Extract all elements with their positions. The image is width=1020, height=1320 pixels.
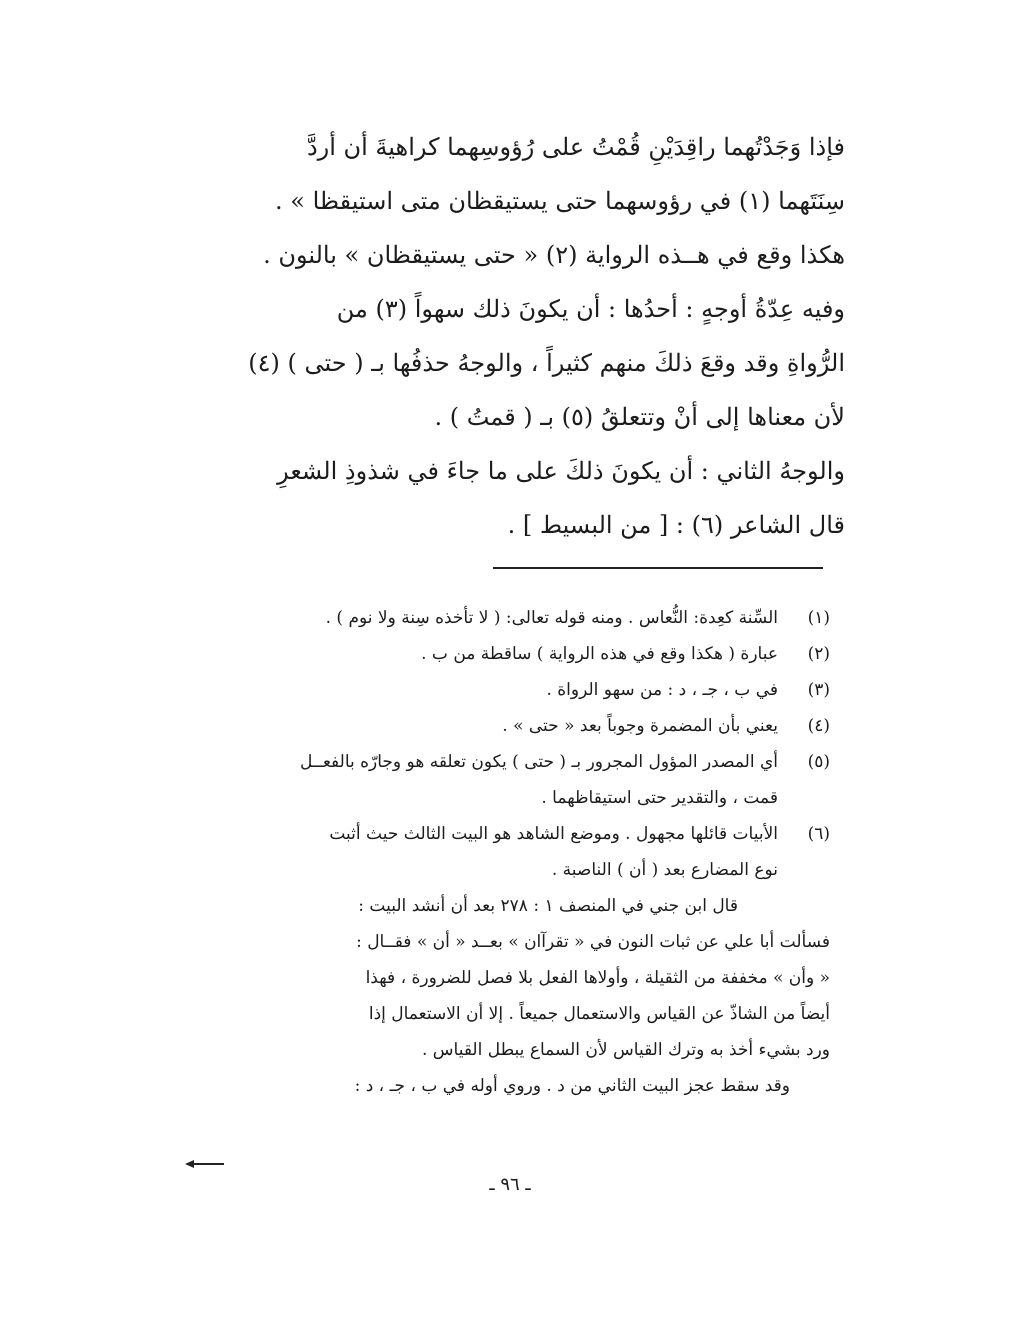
footnote-line: أي المصدر المؤول المجرور بـ ( حتى ) يكون تعلقه هو وجارّه بالفعــل	[300, 752, 778, 772]
quote-last-line: وقد سقط عجز البيت الثاني من د . وروي أوله في ب ، جـ ، د :	[354, 1076, 790, 1096]
main-line: سِنَتَهما (١) في رؤوسهما حتى يستيقظان متى استيقظا » .	[275, 187, 845, 215]
footnote-body	[180, 636, 778, 672]
footnotes	[180, 600, 830, 1104]
footnote-body	[180, 600, 778, 636]
footnote-line: السِّنة كعِدة: النُّعاس . ومنه قوله تعالى: ( لا تأخذه سِنة ولا نوم ) .	[325, 608, 778, 628]
quote-line: « وأن » مخففة من الثقيلة ، وأولاها الفعل بلا فصل للضرورة ، فهذا	[365, 968, 830, 988]
quote-intro: قال ابن جني في المنصف ١ : ٢٧٨ بعد أن أنشد البيت :	[358, 896, 738, 916]
main-line: والوجهُ الثاني : أن يكونَ ذلكَ على ما جاءَ في شذوذِ الشعرِ	[277, 457, 845, 485]
footnote-body	[180, 708, 778, 744]
footnote-body	[180, 672, 778, 708]
footnote	[180, 636, 830, 672]
main-line: لأن معناها إلى أنْ وتتعلقُ (٥) بـ ( قمتُ ) .	[434, 403, 845, 431]
main-line: فإذا وَجَدْتُهما راقِدَيْنِ قُمْتُ على رُؤوسِهما كراهيةَ أن أردَّ	[306, 133, 845, 161]
footnote-quote	[180, 888, 778, 924]
main-line: الرُّواةِ وقد وقعَ ذلكَ منهم كثيراً ، والوجهُ حذفُها بـ ( حتى ) (٤)	[248, 349, 845, 377]
footnote-number: (٥)	[807, 752, 830, 772]
footnote-body	[180, 816, 778, 888]
footnote-line: عبارة ( هكذا وقع في هذه الرواية ) ساقطة من ب .	[421, 644, 778, 664]
main-line: وفيه عِدّةُ أوجهٍ : أحدُها : أن يكونَ ذلك سهواً (٣) من	[336, 295, 845, 323]
quote-body	[180, 924, 830, 1104]
page-number: ـ ٩٦ ـ	[489, 1174, 531, 1195]
footnote-number: (٤)	[807, 716, 830, 736]
footnote-line: في ب ، جـ ، د : من سهو الرواة .	[546, 680, 778, 700]
footnote	[180, 600, 830, 636]
footnote	[180, 672, 830, 708]
footnote-line: قمت ، والتقدير حتى استيقاظهما .	[541, 788, 778, 808]
footnote-separator	[493, 567, 823, 569]
footnote	[180, 816, 830, 888]
left-arrow-icon	[185, 1157, 225, 1171]
footnote-number: (٦)	[807, 824, 830, 844]
main-text	[175, 120, 845, 552]
footnote-number: (١)	[807, 608, 830, 628]
footnote-line: نوع المضارع بعد ( أن ) الناصبة .	[551, 860, 778, 880]
main-line: قال الشاعر (٦) : [ من البسيط ] .	[507, 511, 845, 539]
footnote-line: يعني بأن المضمرة وجوباً بعد « حتى » .	[502, 716, 778, 736]
footnote-body	[180, 744, 778, 816]
footnote-number: (٢)	[807, 644, 830, 664]
quote-line: ورد بشيء أخذ به وترك القياس لأن السماع يبطل القياس .	[421, 1040, 830, 1060]
footnote-number: (٣)	[807, 680, 830, 700]
footnote	[180, 744, 830, 816]
main-line: هكذا وقع في هــذه الرواية (٢) « حتى يستيقظان » بالنون .	[263, 241, 845, 269]
quote-line: أيضاً من الشاذّ عن القياس والاستعمال جميعاً . إلا أن الاستعمال إذا	[368, 1004, 830, 1024]
footnote	[180, 708, 830, 744]
footnote-line: الأبيات قائلها مجهول . وموضع الشاهد هو البيت الثالث حيث أثبت	[329, 824, 778, 844]
quote-line: فسألت أبا علي عن ثبات النون في « تقرآان » بعــد « أن » فقــال :	[356, 932, 830, 952]
